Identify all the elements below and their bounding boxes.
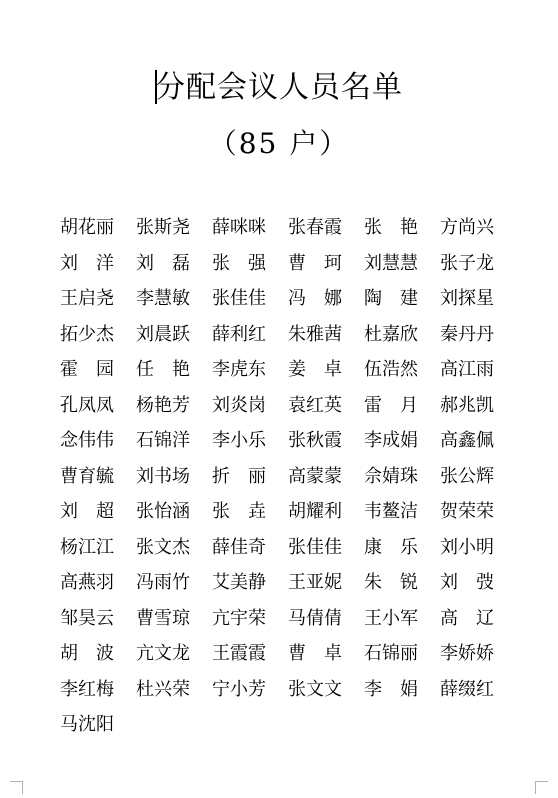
name-entry[interactable]: 杨艳芳	[136, 394, 190, 416]
name-entry[interactable]: 马沈阳	[60, 714, 114, 735]
name-entry[interactable]: 张秋霞	[288, 430, 342, 451]
name-entry[interactable]: 薛咪咪	[212, 217, 266, 238]
name-entry[interactable]: 康 乐	[364, 536, 418, 558]
name-entry[interactable]: 朱雅茜	[288, 323, 342, 345]
name-entry[interactable]: 李娇娇	[440, 643, 494, 664]
name-entry[interactable]: 冯 娜	[288, 288, 342, 309]
name-entry[interactable]: 胡耀利	[288, 501, 342, 522]
name-entry[interactable]: 张斯尧	[136, 217, 190, 238]
name-entry[interactable]: 姜 卓	[288, 359, 342, 380]
name-entry[interactable]: 刘 洋	[60, 252, 114, 274]
name-entry[interactable]: 马倩倩	[288, 607, 342, 629]
name-entry[interactable]: 亢宇荣	[212, 607, 266, 629]
name-entry[interactable]: 石锦洋	[136, 430, 190, 451]
name-entry[interactable]: 朱 锐	[364, 572, 418, 593]
name-entry[interactable]: 王霞霞	[212, 643, 266, 664]
name-entry[interactable]: 张 强	[212, 252, 266, 274]
name-entry[interactable]: 张佳佳	[212, 288, 266, 309]
name-entry[interactable]: 张 垚	[212, 501, 266, 522]
name-entry[interactable]: 张怡涵	[136, 501, 190, 522]
name-entry[interactable]: 杜嘉欣	[364, 323, 418, 345]
name-entry[interactable]: 高江雨	[440, 359, 494, 380]
name-entry[interactable]: 胡 波	[60, 643, 114, 664]
name-entry[interactable]: 刘探星	[440, 288, 494, 309]
name-entry[interactable]: 刘小明	[440, 536, 494, 558]
name-entry[interactable]: 刘炎岗	[212, 394, 266, 416]
name-entry[interactable]: 李小乐	[212, 430, 266, 451]
name-entry[interactable]: 薛缀红	[440, 678, 494, 700]
name-entry[interactable]: 袁红英	[288, 394, 342, 416]
household-count[interactable]: （85 户）	[208, 127, 350, 160]
name-entry[interactable]: 高蒙蒙	[288, 465, 342, 487]
name-entry[interactable]: 张子龙	[440, 252, 494, 274]
name-entry[interactable]: 张春霞	[288, 217, 342, 238]
name-entry[interactable]: 杨江江	[60, 536, 114, 558]
name-entry[interactable]: 冯雨竹	[136, 572, 190, 593]
name-entry[interactable]: 张文杰	[136, 536, 190, 558]
name-entry[interactable]: 刘 弢	[440, 572, 494, 593]
name-entry[interactable]: 胡花丽	[60, 217, 114, 238]
name-entry[interactable]: 孔凤凤	[60, 394, 114, 416]
name-entry[interactable]: 张公辉	[440, 465, 494, 487]
name-entry[interactable]: 高燕羽	[60, 572, 114, 593]
name-entry[interactable]: 刘书场	[136, 465, 190, 487]
name-entry[interactable]: 霍 园	[60, 359, 114, 380]
name-entry[interactable]: 佘婧珠	[364, 465, 418, 487]
name-entry[interactable]: 曹雪琼	[136, 607, 190, 629]
name-entry[interactable]: 艾美静	[212, 572, 266, 593]
name-entry[interactable]: 秦丹丹	[440, 323, 494, 345]
name-list	[60, 210, 520, 743]
name-entry[interactable]: 李慧敏	[136, 288, 190, 309]
name-entry[interactable]: 高 辽	[440, 607, 494, 629]
name-entry[interactable]: 王亚妮	[288, 572, 342, 593]
margin-mark-bottom-right	[535, 781, 548, 794]
name-entry[interactable]: 宁小芳	[212, 678, 266, 700]
name-entry[interactable]: 高鑫佩	[440, 430, 494, 451]
name-entry[interactable]: 张 艳	[364, 217, 418, 238]
name-entry[interactable]: 王小军	[364, 607, 418, 629]
name-entry[interactable]: 折 丽	[212, 465, 266, 487]
name-entry[interactable]: 刘 超	[60, 501, 114, 522]
name-entry[interactable]: 任 艳	[136, 359, 190, 380]
page-title[interactable]: 分配会议人员名单	[155, 70, 403, 105]
name-entry[interactable]: 薛利红	[212, 323, 266, 345]
name-entry[interactable]: 贺荣荣	[440, 501, 494, 522]
name-entry[interactable]: 邹昊云	[60, 607, 114, 629]
name-entry[interactable]: 石锦丽	[364, 643, 418, 664]
name-entry[interactable]: 李 娟	[364, 678, 418, 700]
name-entry[interactable]: 曹 卓	[288, 643, 342, 664]
name-entry[interactable]: 李虎东	[212, 359, 266, 380]
name-entry[interactable]: 雷 月	[364, 394, 418, 416]
name-entry[interactable]: 拓少杰	[60, 323, 114, 345]
name-entry[interactable]: 曹育毓	[60, 465, 114, 487]
name-entry[interactable]: 韦鳌洁	[364, 501, 418, 522]
name-entry[interactable]: 张佳佳	[288, 536, 342, 558]
name-entry[interactable]: 方尚兴	[440, 217, 494, 238]
name-entry[interactable]: 张文文	[288, 678, 342, 700]
name-entry[interactable]: 刘慧慧	[364, 252, 418, 274]
margin-mark-bottom-left	[10, 781, 23, 794]
name-entry[interactable]: 李红梅	[60, 678, 114, 700]
name-entry[interactable]: 杜兴荣	[136, 678, 190, 700]
name-entry[interactable]: 刘晨跃	[136, 323, 190, 345]
name-entry[interactable]: 伍浩然	[364, 359, 418, 380]
name-entry[interactable]: 念伟伟	[60, 430, 114, 451]
name-entry[interactable]: 刘 磊	[136, 252, 190, 274]
name-entry[interactable]: 李成娟	[364, 430, 418, 451]
name-entry[interactable]: 陶 建	[364, 288, 418, 309]
name-entry[interactable]: 薛佳奇	[212, 536, 266, 558]
name-entry[interactable]: 亢文龙	[136, 643, 190, 664]
name-entry[interactable]: 郝兆凯	[440, 394, 494, 416]
name-entry[interactable]: 王启尧	[60, 288, 114, 309]
name-entry[interactable]: 曹 珂	[288, 252, 342, 274]
